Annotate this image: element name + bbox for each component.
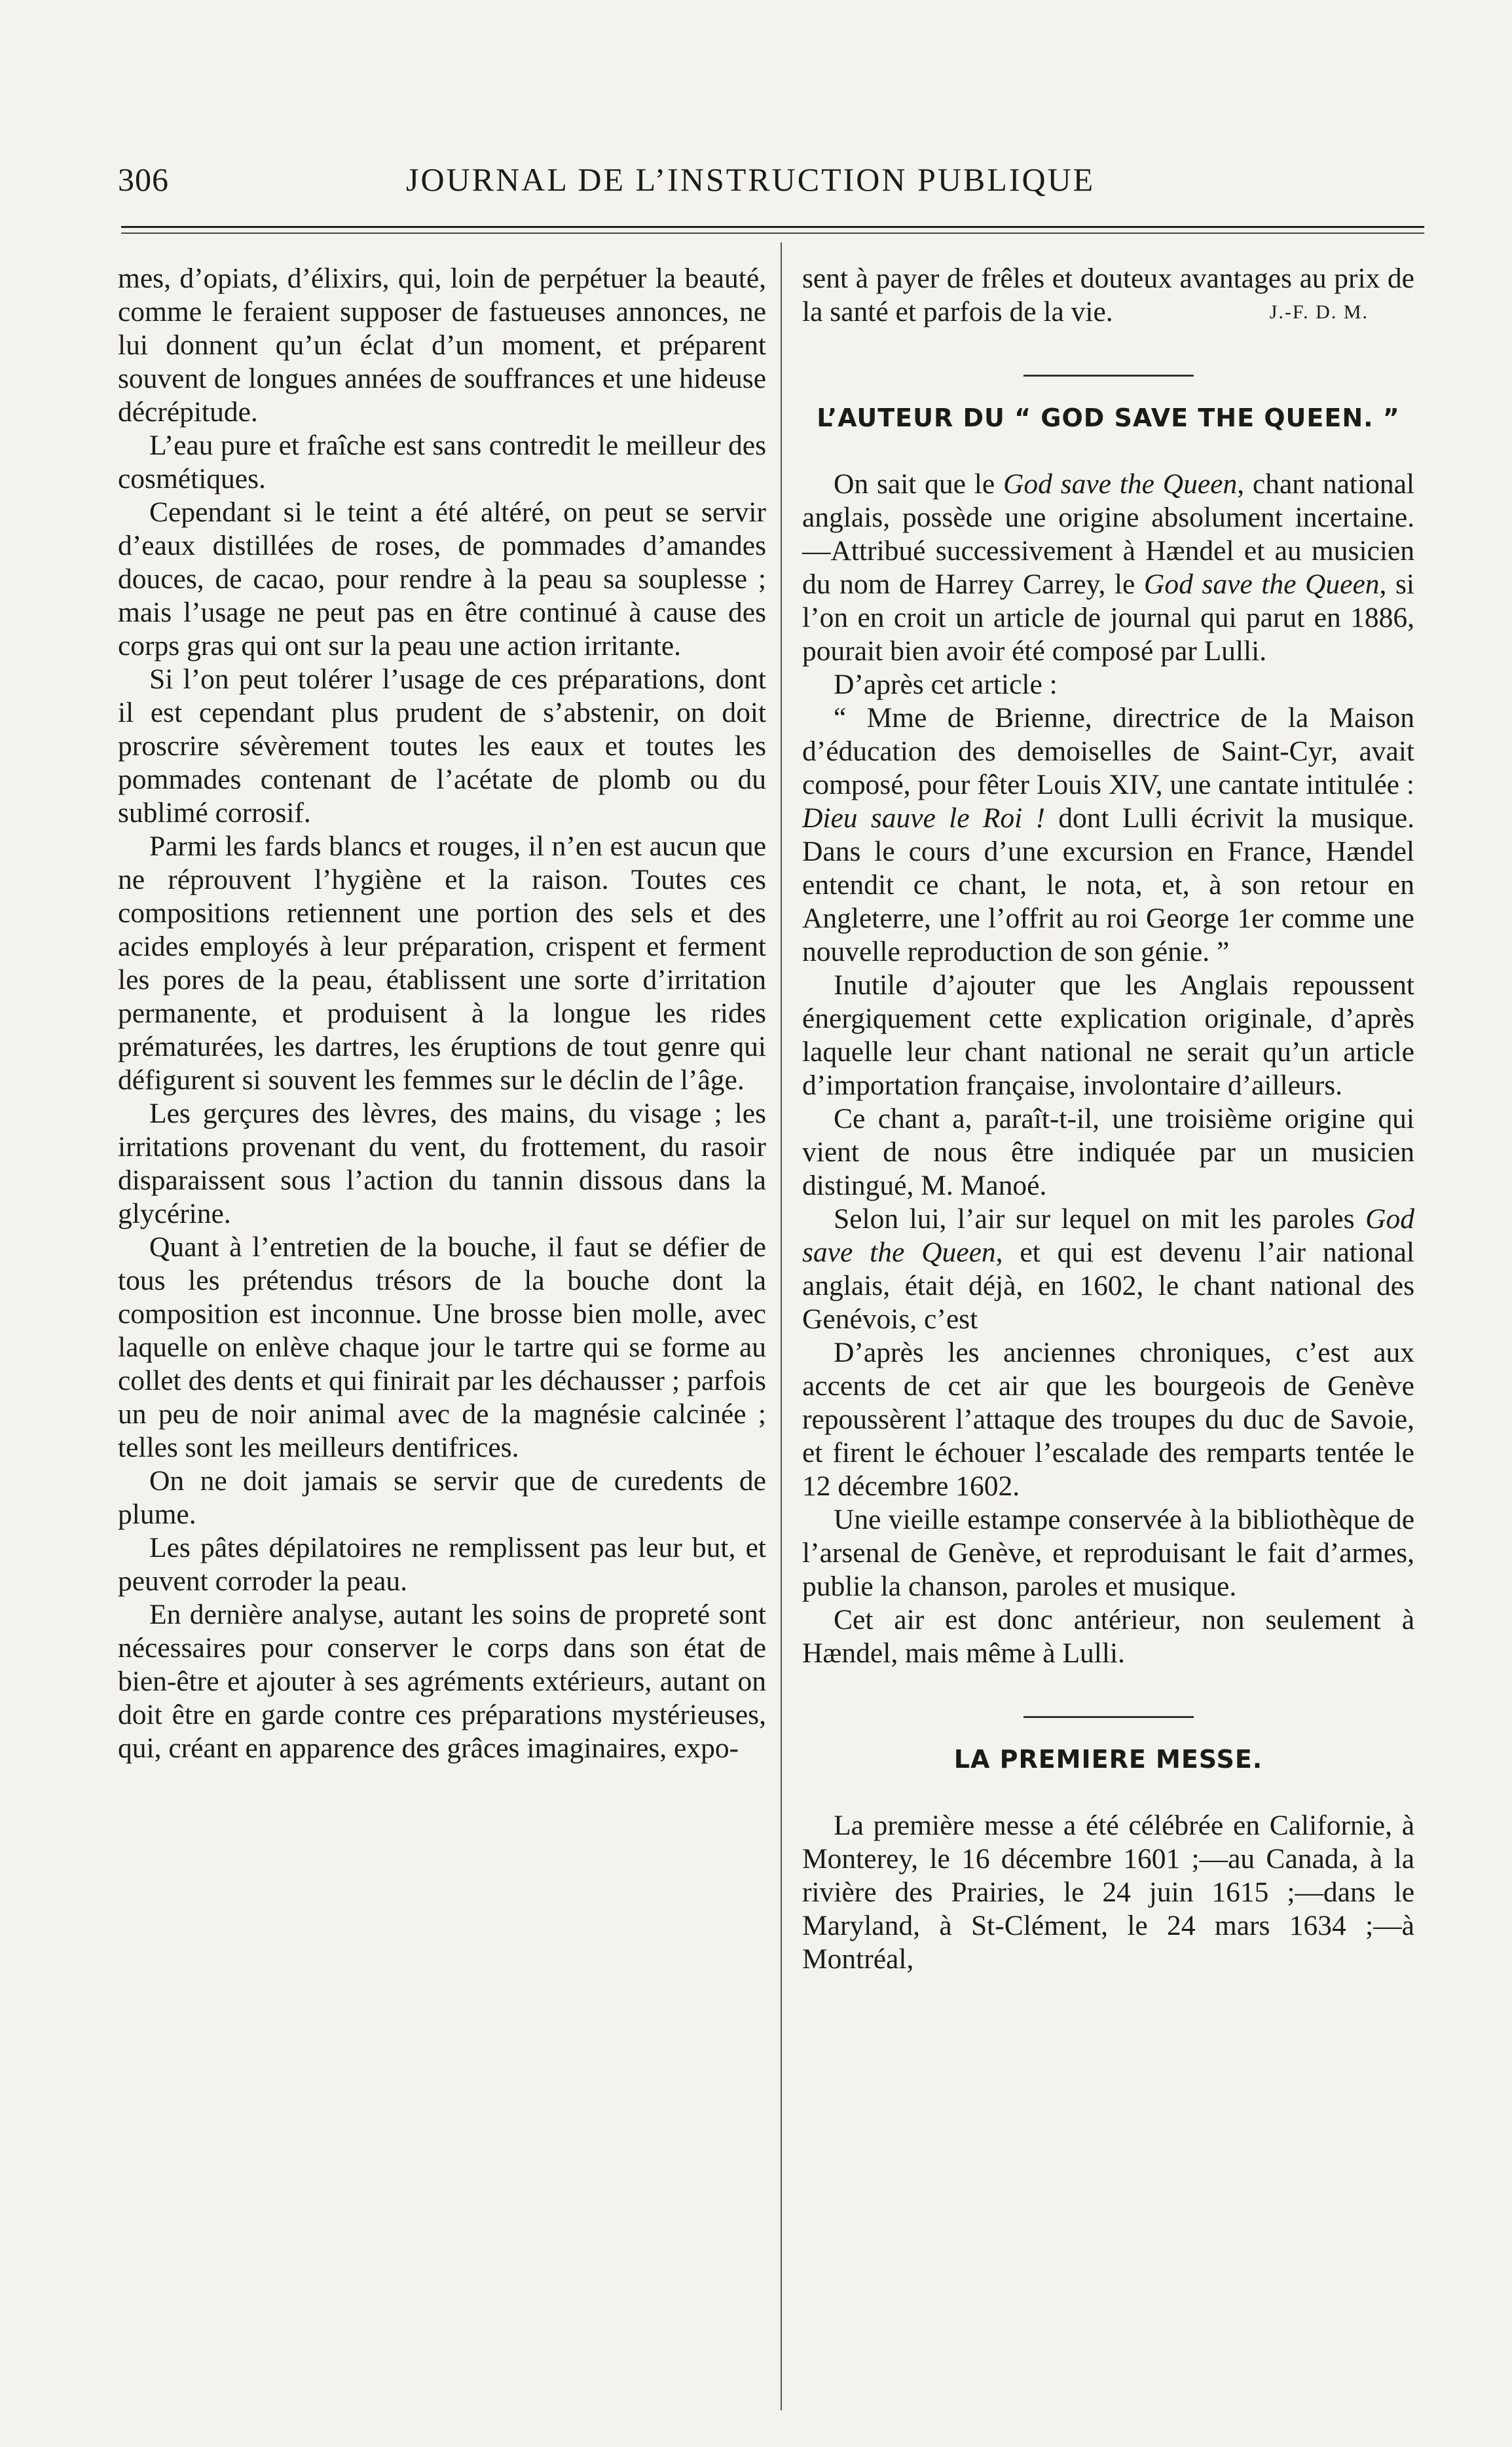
page-number: 306 [118,161,169,198]
header-rule [121,226,1424,228]
section-title-god-save-the-queen: L’AUTEUR DU “ GOD SAVE THE QUEEN. ” [817,403,1400,432]
text-run: “ Mme de Brienne, directrice de la Maison d’éducation des demoiselles de Saint-Cyr, avait composé, pour fêter Louis XIV, une cantate intitulée : [802,702,1414,800]
text-run: Selon lui, l’air sur lequel on mit les paroles [834,1203,1366,1235]
left-paragraph-5: Parmi les fards blancs et rouges, il n’en est aucun que ne réprouvent l’hygiène et la raison. Toutes ces compositions retiennent une portion des sels et des acides employés à leur préparation, crispent et ferment les pores de la peau, établissent une sorte d’irritation permanente, et produisent à la longue les rides prématurées, les dartres, les éruptions de tout genre qui défigurent si souvent les femmes sur le déclin de l’âge. [118,831,766,1096]
left-paragraph-4: Si l’on peut tolérer l’usage de ces préparations, dont il est cependant plus prudent de s’abstenir, on doit proscrire sévèrement toutes les eaux et toutes les pommades contenant de l’acétate de plomb ou du sublimé corrosif. [118,663,766,829]
god-save-paragraph-1 [802,468,1414,668]
left-paragraph-8: On ne doit jamais se servir que de curedents de plume. [118,1465,766,1530]
left-paragraph-6: Les gerçures des lèvres, des mains, du visage ; les irritations provenant du vent, du frottement, du rasoir disparaissent sous l’action du tannin dissous dans la glycérine. [118,1098,766,1229]
text-run: , si l’on en croit un article de journal qui parut en 1886, pourait bien avoir été composé par Lulli. [802,569,1414,667]
god-save-paragraph-6 [802,1203,1414,1336]
page-header [118,160,1421,213]
left-paragraph-10: En dernière analyse, autant les soins de propreté sont nécessaires pour conserver le corps dans son état de bien-être et ajouter à ses agréments extérieurs, autant on doit être en garde contre ces préparations mystérieuses, qui, créant en apparence des grâces imaginaires, expo- [118,1599,766,1764]
god-save-paragraph-4: Inutile d’ajouter que les Anglais repoussent énergiquement cette explication originale, d’après laquelle leur chant national ne serait qu’un article d’importation française, involontaire d’ailleurs. [802,969,1414,1101]
right-continuation: sent à payer de frêles et douteux avantages au prix de la santé et parfois de la vie. [802,263,1414,327]
god-save-paragraph-2: D’après cet article : [834,669,1058,700]
text-run: dont Lulli écrivit la musique. Dans le cours d’une excursion en France, Hændel entendit ce chant, le nota, et, à son retour en Angleterre, une l’offrit au roi George 1er comme une nouvelle reproduction de son génie. ” [802,802,1415,967]
premiere-messe-paragraph-1: La première messe a été célébrée en Californie, à Monterey, le 16 décembre 1601 ;—au Canada, à la rivière des Prairies, le 24 juin 1615 ;—dans le Maryland, à St-Clément, le 24 mars 1634 ;—à Montréal, [802,1810,1414,1975]
god-save-paragraph-7: D’après les anciennes chroniques, c’est aux accents de cet air que les bourgeois de Genève repoussèrent l’attaque des troupes du duc de Savoie, et firent le échouer l’escalade des remparts tentée le 12 décembre 1602. [802,1337,1414,1502]
left-paragraph-9: Les pâtes dépilatoires ne remplissent pas leur but, et peuvent corroder la peau. [118,1532,766,1597]
left-paragraph-1: mes, d’opiats, d’élixirs, qui, loin de perpétuer la beauté, comme le feraient supposer de fastueuses annonces, ne lui donnent qu’un éclat d’un moment, et préparent souvent de longues années de souffrances et une hideuse décrépitude. [118,263,766,428]
section-separator [1023,375,1194,377]
right-column [802,262,1414,1976]
column-divider [781,242,782,2410]
left-paragraph-7: Quant à l’entretien de la bouche, il faut se défier de tous les prétendus trésors de la bouche dont la composition est inconnue. Une brosse bien molle, avec laquelle on enlève chaque jour le tartre qui se forme au collet des dents et qui finirait par les déchausser ; parfois un peu de noir animal avec de la magnésie calcinée ; telles sont les meilleurs dentifrices. [118,1231,766,1463]
section-separator [1023,1716,1194,1718]
god-save-paragraph-9: Cet air est donc antérieur, non seulement à Hændel, mais même à Lulli. [802,1604,1414,1669]
italic-cantata-title: Dieu sauve le Roi ! [802,802,1045,834]
italic-song-title: God save the Queen [1003,468,1238,500]
text-run: , chant national anglais, possède une origine absolument incertaine.—Attribué successivement à Hændel et au musicien du nom de Harrey Carrey, le [802,468,1414,600]
left-paragraph-2: L’eau pure et fraîche est sans contredit le meilleur des cosmétiques. [118,430,766,495]
god-save-paragraph-3 [802,701,1414,969]
italic-song-title: God save the Queen [1143,569,1380,600]
god-save-paragraph-5: Ce chant a, paraît-t-il, une troisième origine qui vient de nous être indiquée par un musicien distingué, M. Manoé. [802,1103,1414,1201]
running-title: JOURNAL DE L’INSTRUCTION PUBLIQUE [406,161,1096,198]
left-paragraph-3: Cependant si le teint a été altéré, on peut se servir d’eaux distillées de roses, de pommades d’amandes douces, de cacao, pour rendre à la peau sa souplesse ; mais l’usage ne peut pas en être continué à cause des corps gras qui ont sur la peau une action irritante. [118,496,766,662]
article-signature: J.-F. D. M. [1269,301,1369,323]
left-column [118,262,766,1765]
header-rule-secondary [121,233,1424,234]
text-run: , et qui est devenu l’air national anglais, était déjà, en 1602, le chant national des Genévois, c’est [802,1237,1414,1335]
italic-song-title: God save the Queen [802,1203,1414,1268]
god-save-paragraph-8: Une vieille estampe conservée à la bibliothèque de l’arsenal de Genève, et reproduisant le fait d’armes, publie la chanson, paroles et musique. [802,1504,1414,1602]
text-run: On sait que le [834,468,1003,500]
section-title-premiere-messe: LA PREMIERE MESSE. [953,1745,1263,1774]
